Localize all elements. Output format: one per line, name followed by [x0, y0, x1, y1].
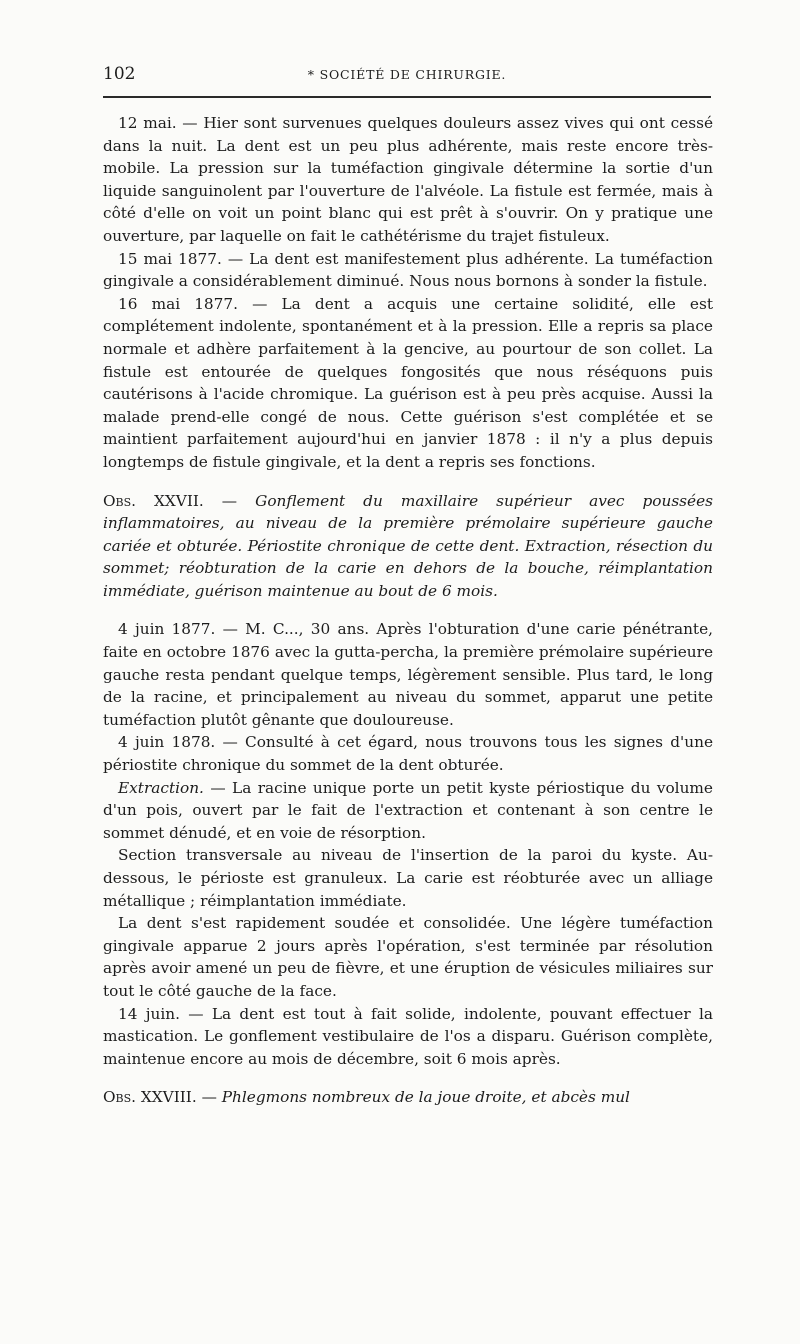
extraction-label: Extraction.: [118, 778, 204, 797]
observation-28-heading: [103, 1086, 713, 1109]
paragraph-4-juin-1877: 4 juin 1877. — M. C..., 30 ans. Après l'obturation d'une carie pénétrante, faite en octobre 1876 avec la gutta-percha, la première prémolaire supérieure gauche resta pendant quelque temps, légèrement sensible. Plus tard, le long de la racine, et principalement au niveau du sommet, apparut une petite tuméfaction plutôt gênante que douloureuse.: [103, 620, 713, 729]
paragraph-16-mai: 16 mai 1877. — La dent a acquis une certaine solidité, elle est complétement indolente, spontanément et à la pression. Elle a repris sa place normale et adhère parfaitement à la gencive, au pourtour de son collet. La fistule est entourée de quelques fongosités que nous réséquons puis cautérisons à l'acide chromique. La guérison est à peu près acquise. Aussi la malade prend-elle congé de nous. Cette guérison s'est complétée et se maintient parfaitement aujourd'hui en janvier 1878 : il n'y a plus depuis longtemps de fistule gingivale, et la dent a repris ses fonctions.: [103, 294, 713, 471]
header-rule: [103, 96, 711, 98]
paragraph-consolidation: La dent s'est rapidement soudée et consolidée. Une légère tuméfaction gingivale apparue 2 jours après l'opération, s'est terminée par résolution après avoir amené un peu de fièvre, et une éruption de vésicules miliaires sur tout le côté gauche de la face.: [103, 914, 713, 1000]
paragraph-15-mai: 15 mai 1877. — La dent est manifestement plus adhérente. La tuméfaction gingivale a considérablement diminué. Nous nous bornons à sonder la fistule.: [103, 249, 713, 291]
observation-28-dash: —: [196, 1088, 222, 1107]
extraction-text: — La racine unique porte un petit kyste périostique du volume d'un pois, ouvert par le fait de l'extraction et contenant à son centre le sommet dénudé, et en voie de résorption.: [103, 778, 713, 842]
observation-27-heading: [103, 490, 713, 603]
body-text: [103, 112, 713, 1109]
running-header: [103, 60, 711, 88]
paragraph-12-mai: 12 mai. — Hier sont survenues quelques douleurs assez vives qui ont cessé dans la nuit. La dent est un peu plus adhérente, mais reste encore très-mobile. La pression sur la tuméfaction gingivale détermine la sortie d'un liquide sanguinolent par l'ouverture de l'alvéole. La fistule est fermée, mais à côté d'elle on voit un point blanc qui est prêt à s'ouvrir. On y pratique une ouverture, par laquelle on fait le cathétérisme du trajet fistuleux.: [103, 114, 713, 245]
paragraph-extraction: [103, 777, 713, 845]
observation-27-title: Gonflement du maxillaire supérieur avec poussées inflammatoires, au niveau de la première prémolaire supérieure gauche cariée et obturée. Périostite chronique de cette dent. Extraction, résection du sommet; réobturation de la carie en dehors de la bouche, réimplantation immédiate, guérison maintenue au bout de 6 mois.: [103, 491, 713, 600]
paragraph-14-juin: 14 juin. — La dent est tout à fait solide, indolente, pouvant effectuer la mastication. Le gonflement vestibulaire de l'os a disparu. Guérison complète, maintenue encore au mois de décembre, soit 6 mois après.: [103, 1004, 713, 1068]
observation-28-title: Phlegmons nombreux de la joue droite, et abcès mul: [221, 1088, 630, 1107]
journal-title: SOCIÉTÉ DE CHIRURGIE.: [319, 67, 507, 82]
observation-27-dash: —: [203, 491, 256, 510]
running-title: [103, 67, 711, 82]
page-number: 102: [103, 64, 136, 84]
paragraph-section: Section transversale au niveau de l'insertion de la paroi du kyste. Au-dessous, le périoste est granuleux. La carie est réobturée avec un alliage métallique ; réimplantation immédiate.: [103, 846, 713, 910]
header-ornament: *: [307, 67, 315, 82]
observation-27-label: Obs. XXVII.: [103, 491, 204, 510]
observation-28-label: Obs. XXVIII.: [103, 1088, 197, 1107]
paragraph-4-juin-1878: 4 juin 1878. — Consulté à cet égard, nous trouvons tous les signes d'une périostite chronique du sommet de la dent obturée.: [103, 733, 713, 775]
